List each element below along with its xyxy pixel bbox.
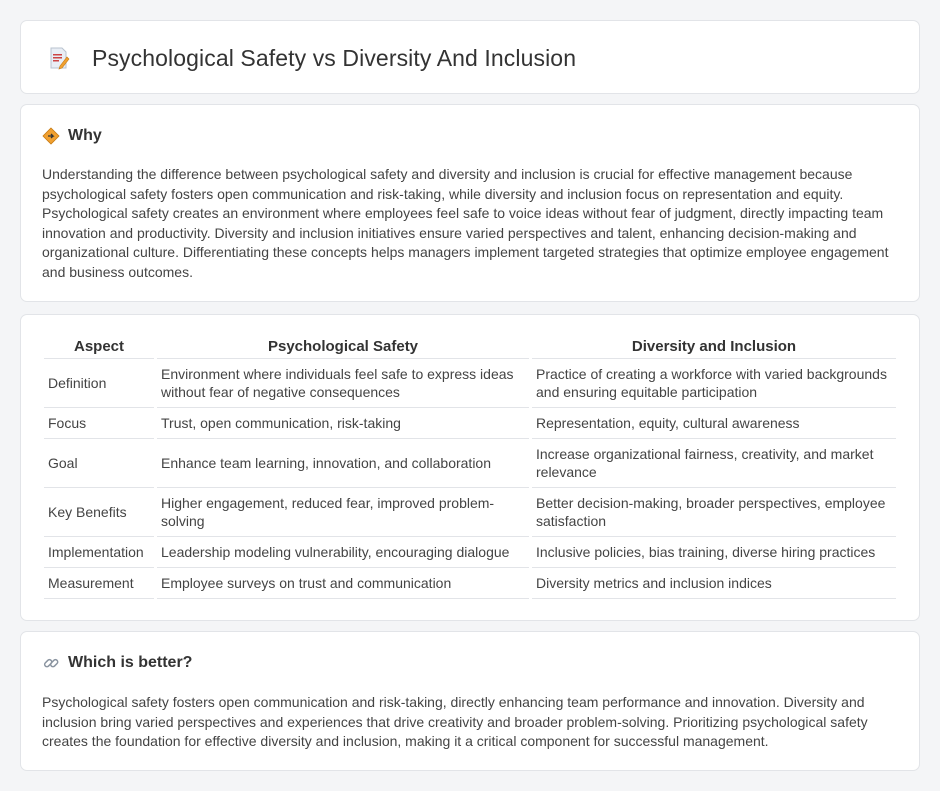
table-row — [44, 488, 896, 537]
title-card — [20, 20, 920, 94]
page-title: Psychological Safety vs Diversity And Inclusion — [92, 45, 577, 71]
why-text: Understanding the difference between psychological safety and diversity and inclusion is crucial for effective management because psychological safety fosters open communication and risk-taking, while diversity and inclusion focus on representation and equity. Psychological safety creates an environment where employees feel safe to voice ideas without fear of judgment, directly impacting team innovation and productivity. Diversity and inclusion initiatives ensure varied perspectives and talent, enhancing decision-making and organizational culture. Differentiating these concepts helps managers implement targeted strategies that optimize employee engagement and business outcomes. — [42, 166, 889, 280]
table-cell-diversity-inclusion: Better decision-making, broader perspectives, employee satisfaction — [532, 488, 896, 537]
column-header-diversity-inclusion: Diversity and Inclusion — [532, 335, 896, 359]
table-cell-psychological-safety: Environment where individuals feel safe to express ideas without fear of negative consequences — [157, 359, 529, 408]
table-cell-aspect: Goal — [44, 439, 154, 488]
table-cell-diversity-inclusion: Inclusive policies, bias training, diverse hiring practices — [532, 537, 896, 568]
table-row — [44, 359, 896, 408]
table-cell-aspect: Focus — [44, 408, 154, 439]
link-icon — [42, 654, 60, 672]
why-section — [20, 104, 920, 302]
table-cell-diversity-inclusion: Practice of creating a workforce with varied backgrounds and ensuring equitable participation — [532, 359, 896, 408]
table-cell-diversity-inclusion: Increase organizational fairness, creativity, and market relevance — [532, 439, 896, 488]
table-cell-aspect: Key Benefits — [44, 488, 154, 537]
table-row — [44, 408, 896, 439]
table-cell-aspect: Definition — [44, 359, 154, 408]
table-row — [44, 537, 896, 568]
better-text: Psychological safety fosters open communication and risk-taking, directly enhancing team performance and innovation. Diversity and inclusion bring varied perspectives and experiences that drive creativity and broader problem-solving. Prioritizing psychological safety creates the foundation for effective diversity and inclusion, making it a critical component for successful management. — [42, 694, 868, 749]
why-heading: Why — [68, 127, 102, 144]
better-heading: Which is better? — [68, 654, 193, 671]
table-row — [44, 439, 896, 488]
column-header-psychological-safety: Psychological Safety — [157, 335, 529, 359]
table-cell-aspect: Implementation — [44, 537, 154, 568]
table-cell-psychological-safety: Leadership modeling vulnerability, encouraging dialogue — [157, 537, 529, 568]
document-pencil-icon — [47, 46, 71, 70]
table-cell-psychological-safety: Enhance team learning, innovation, and collaboration — [157, 439, 529, 488]
table-cell-aspect: Measurement — [44, 568, 154, 599]
diamond-sign-icon — [42, 127, 60, 145]
table-cell-psychological-safety: Employee surveys on trust and communication — [157, 568, 529, 599]
table-row — [44, 568, 896, 599]
table-cell-psychological-safety: Higher engagement, reduced fear, improved problem-solving — [157, 488, 529, 537]
table-cell-psychological-safety: Trust, open communication, risk-taking — [157, 408, 529, 439]
table-cell-diversity-inclusion: Representation, equity, cultural awareness — [532, 408, 896, 439]
comparison-table — [41, 335, 899, 599]
comparison-table-card — [20, 314, 920, 621]
table-cell-diversity-inclusion: Diversity metrics and inclusion indices — [532, 568, 896, 599]
which-is-better-section — [20, 631, 920, 771]
better-heading-row — [42, 654, 192, 672]
why-heading-row — [42, 127, 102, 145]
column-header-aspect: Aspect — [44, 335, 154, 359]
